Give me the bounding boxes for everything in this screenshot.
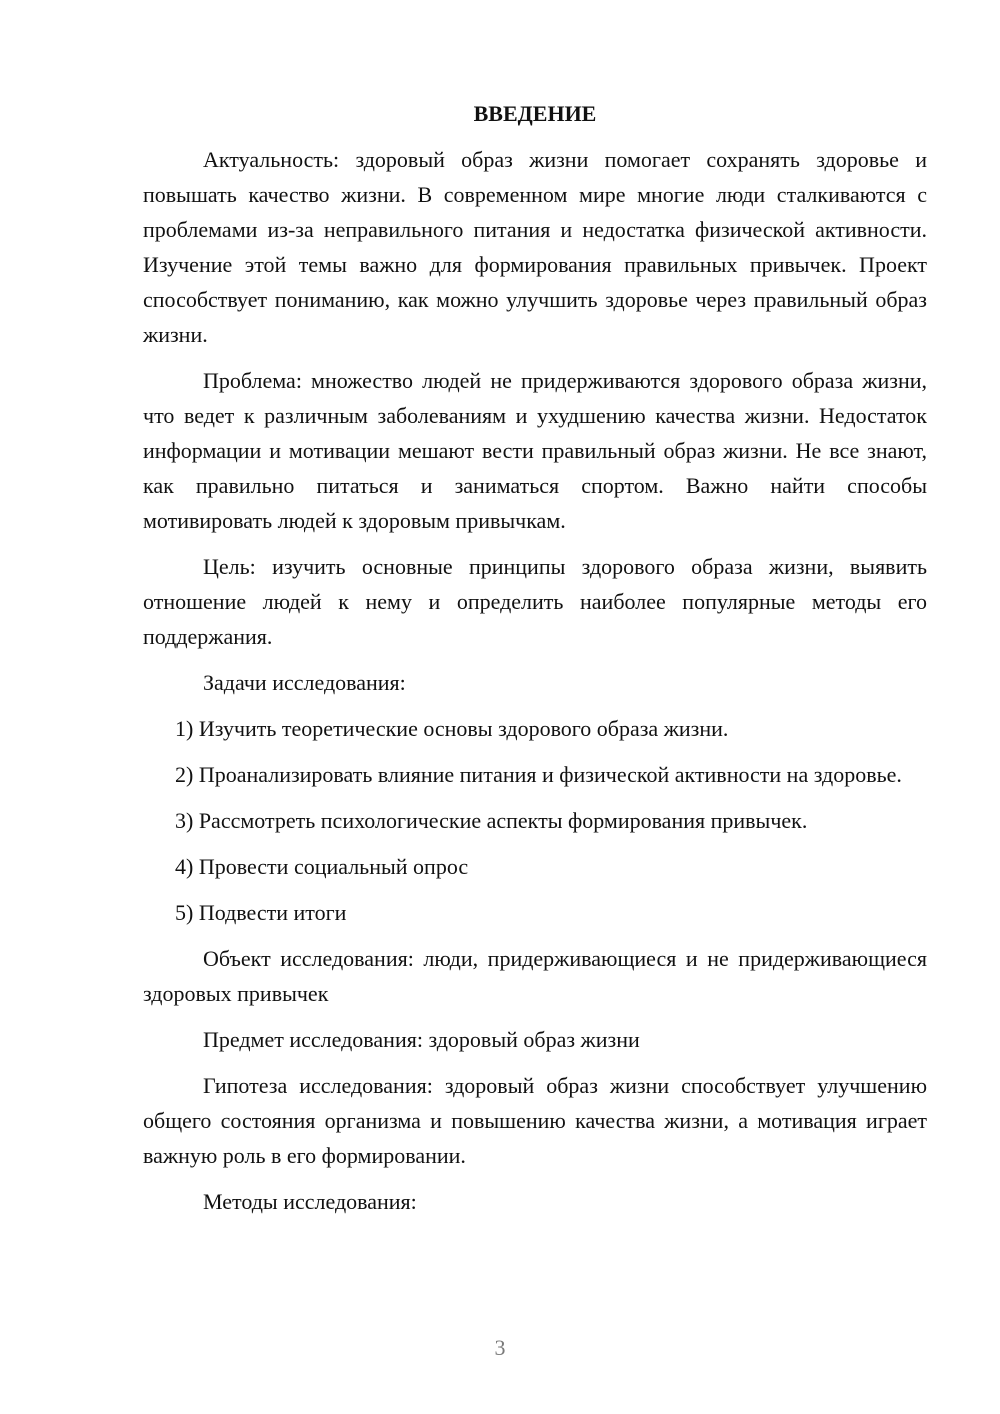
task-item: 1) Изучить теоретические основы здорового образа жизни. (175, 716, 729, 741)
goal-paragraph: Цель: изучить основные принципы здорового образа жизни, выявить отношение людей к нему и определить наиболее популярные методы его поддержания. (143, 554, 927, 649)
hypothesis-paragraph: Гипотеза исследования: здоровый образ жизни способствует улучшению общего состояния организма и повышению качества жизни, а мотивация играет важную роль в его формировании. (143, 1073, 927, 1168)
task-item: 3) Рассмотреть психологические аспекты формирования привычек. (175, 808, 808, 833)
task-item: 4) Провести социальный опрос (175, 854, 469, 879)
object-paragraph: Объект исследования: люди, придерживающиеся и не придерживающиеся здоровых привычек (143, 946, 927, 1006)
section-title: ВВЕДЕНИЕ (473, 101, 597, 126)
page-content (143, 96, 927, 1230)
task-item: 2) Проанализировать влияние питания и физической активности на здоровье. (175, 762, 902, 787)
task-item: 5) Подвести итоги (175, 900, 347, 925)
tasks-heading: Задачи исследования: (203, 670, 406, 695)
problem-paragraph: Проблема: множество людей не придерживаются здорового образа жизни, что ведет к различным заболеваниям и ухудшению качества жизни. Недостаток информации и мотивации мешают вести правильный образ жизни. Не все знают, как правильно питаться и заниматься спортом. Важно найти способы мотивировать людей к здоровым привычкам. (143, 368, 927, 533)
relevance-paragraph: Актуальность: здоровый образ жизни помогает сохранять здоровье и повышать качество жизни. В современном мире многие люди сталкиваются с проблемами из-за неправильного питания и недостатка физической активности. Изучение этой темы важно для формирования правильных привычек. Проект способствует пониманию, как можно улучшить здоровье через правильный образ жизни. (143, 147, 927, 347)
page-number: 3 (494, 1335, 506, 1360)
subject-paragraph: Предмет исследования: здоровый образ жизни (203, 1027, 640, 1052)
methods-heading: Методы исследования: (203, 1189, 417, 1214)
